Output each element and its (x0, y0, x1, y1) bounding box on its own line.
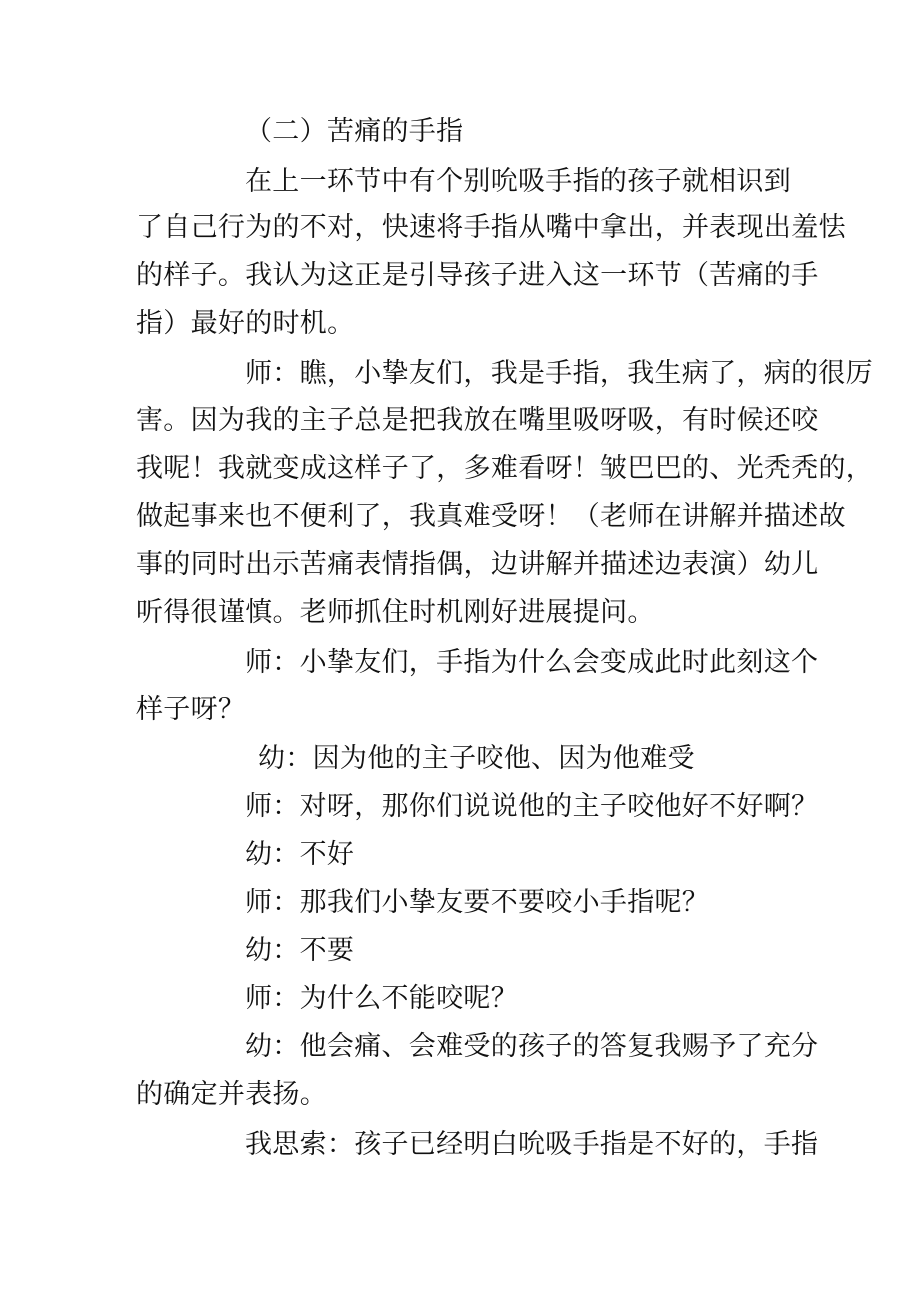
dialogue-line: 师：为什么不能咬呢？ (245, 983, 518, 1014)
dialogue-line: 师：那我们小挚友要不要咬小手指呢？ (245, 887, 710, 918)
paragraph-line: 了自己行为的不对，快速将手指从嘴中拿出，并表现出羞怯 (136, 212, 846, 243)
paragraph-line: 听得很谨慎。老师抓住时机刚好进展提问。 (136, 597, 655, 628)
dialogue-line: 幼：因为他的主子咬他、因为他难受 (258, 743, 695, 774)
paragraph-line: 事的同时出示苦痛表情指偶，边讲解并描述边表演）幼儿 (136, 549, 819, 580)
paragraph-line: 师：小挚友们，手指为什么会变成此时此刻这个 (245, 647, 819, 678)
paragraph-line: 害。因为我的主子总是把我放在嘴里吸呀吸，有时候还咬 (136, 405, 819, 436)
dialogue-line: 幼：他会痛、会难受的孩子的答复我赐予了充分 (245, 1031, 819, 1062)
paragraph-line: 的样子。我认为这正是引导孩子进入这一环节（苦痛的手 (136, 260, 819, 291)
paragraph-line: 样子呀？ (136, 694, 246, 725)
paragraph-line: 师：瞧，小挚友们，我是手指，我生病了，病的很厉 (245, 358, 873, 389)
paragraph-line: 我思索：孩子已经明白吮吸手指是不好的，手指 (245, 1129, 819, 1160)
paragraph-line: 我呢！我就变成这样子了，多难看呀！皱巴巴的、光秃秃的， (136, 453, 874, 484)
paragraph-line: 在上一环节中有个别吮吸手指的孩子就相识到 (245, 166, 791, 197)
paragraph-line: 的确定并表扬。 (136, 1079, 328, 1110)
dialogue-line: 师：对呀，那你们说说他的主子咬他好不好啊？ (245, 791, 819, 822)
dialogue-line: 幼：不好 (245, 839, 355, 870)
section-heading: （二）苦痛的手指 (245, 116, 464, 147)
paragraph-line: 做起事来也不便利了，我真难受呀！（老师在讲解并描述故 (136, 501, 846, 532)
dialogue-line: 幼：不要 (245, 935, 355, 966)
paragraph-line: 指）最好的时机。 (136, 308, 355, 339)
